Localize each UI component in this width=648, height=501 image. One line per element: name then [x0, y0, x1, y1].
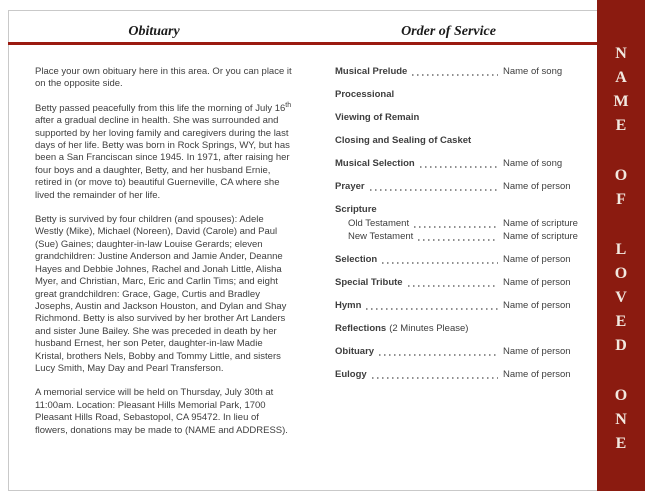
obituary-text — [35, 66, 293, 449]
band-letter: M — [613, 93, 629, 110]
band-letter: O — [614, 265, 628, 282]
service-value: Name of person — [503, 254, 571, 265]
band-letter: L — [615, 241, 627, 258]
superscript-text: th — [285, 101, 292, 109]
band-letter: N — [615, 411, 627, 428]
service-label: Hymn — [335, 300, 362, 311]
service-label: Obituary — [335, 346, 375, 357]
service-label: Eulogy — [335, 369, 367, 380]
service-row — [335, 66, 587, 78]
band-letter: A — [615, 69, 627, 86]
service-row — [335, 254, 587, 266]
order-of-service-title: Order of Service — [401, 24, 496, 39]
band-letter: E — [615, 117, 627, 134]
band-letter: O — [614, 387, 628, 404]
service-label: Selection — [335, 254, 378, 265]
band-letter: N — [615, 45, 627, 62]
dotted-leader — [418, 239, 498, 241]
obituary-title: Obituary — [128, 24, 180, 39]
dotted-leader — [366, 308, 498, 310]
accent-rule — [8, 42, 597, 45]
dotted-leader — [408, 285, 498, 287]
service-label: Prayer — [335, 181, 365, 192]
service-label: Musical Selection — [335, 158, 415, 169]
service-row — [335, 204, 587, 216]
service-row — [335, 112, 587, 124]
band-letter: O — [614, 167, 628, 184]
service-value: Name of song — [503, 66, 563, 77]
obituary-paragraph: Place your own obituary here in this area. Or you can place it on the opposite side. — [35, 66, 292, 90]
dotted-leader — [382, 262, 498, 264]
band-letter: E — [615, 313, 627, 330]
service-value: Name of person — [503, 277, 571, 288]
service-list — [335, 66, 587, 392]
service-value: Name of scripture — [503, 231, 578, 242]
service-label: Processional — [335, 89, 395, 100]
dotted-leader — [370, 189, 498, 191]
name-band — [597, 0, 645, 491]
service-row — [348, 231, 587, 243]
dotted-leader — [372, 377, 498, 379]
service-row — [335, 346, 587, 358]
dotted-leader — [379, 354, 498, 356]
service-value: Name of person — [503, 300, 571, 311]
dotted-leader — [420, 166, 498, 168]
service-label: Special Tribute — [335, 277, 403, 288]
service-row — [335, 135, 587, 147]
band-letter: D — [615, 337, 627, 354]
service-label: Reflections — [335, 323, 387, 334]
service-row — [335, 89, 587, 101]
band-letter: F — [616, 191, 626, 208]
band-letter: E — [615, 435, 627, 452]
dotted-leader — [414, 226, 498, 228]
service-row — [335, 277, 587, 289]
service-value: Name of person — [503, 346, 571, 357]
obituary-paragraph: A memorial service will be held on Thursday, July 30th at 11:00am. Location: Pleasant Hills Memorial Park, 1700 Pleasant Hills Road, Sebastopol, CA 95472. In lieu of flowers, donations may be made to (NAME and ADDRESS). — [35, 387, 288, 436]
obituary-paragraph: Betty passed peacefully from this life the morning of July 16th after a gradual decline in health. She was surrounded and supported by her loving family and caregivers during the last days of her life. Betty was born in Rock Springs, WY, but has been a San Franciscan since 1945. In 1971, after raising her four boys and a daughter, Betty, and her husband Ernie, retired in (or move to) beautiful Guerneville, CA where she lived the remainder of her life. — [35, 101, 292, 201]
band-letter: V — [615, 289, 627, 306]
service-label: New Testament — [348, 231, 414, 242]
service-value: Name of person — [503, 369, 571, 380]
service-row — [348, 218, 587, 230]
service-row — [335, 369, 587, 381]
dotted-leader — [412, 74, 498, 76]
service-label: Scripture — [335, 204, 377, 215]
service-value: Name of person — [503, 181, 571, 192]
service-value: Name of scripture — [503, 218, 578, 229]
service-label: Musical Prelude — [335, 66, 408, 77]
service-label: Viewing of Remain — [335, 112, 420, 123]
service-label: Closing and Sealing of Casket — [335, 135, 472, 146]
service-row — [335, 300, 587, 312]
obituary-paragraph: Betty is survived by four children (and spouses): Adele Westly (Mike), Michael (Noreen), David (Carole) and Paul (Sue) Gaines; daughter-in-law Louise Gerards; eleven grandchildren: Justine Anderson and Jamie Ander, Deanne Hayes and Debbie Johnes, Rachel and Jonah Little, Alisha Myer, and Christian, Marc, Eric and Carlin Tims; and eight great grandchildren: Grace, Gage, Curtis and Bradley Josephs, Austin and Jackson Houston, and Dylan and Shay Richmond. Betty is also survived by her brother Art Landers and sister June Bailey. She was preceded in death by her husband Ernest, her son Peter, daughter-in-law Madie Kristal, brothers Nels, Bobby and Tommy Little, and sisters Lucy Smith, May Day and Pearl Transferson. — [35, 214, 287, 374]
service-label-suffix: (2 Minutes Please) — [389, 323, 469, 334]
service-row — [335, 323, 587, 335]
service-row — [335, 181, 587, 193]
service-label: Old Testament — [348, 218, 410, 229]
service-row — [335, 158, 587, 170]
service-value: Name of song — [503, 158, 563, 169]
